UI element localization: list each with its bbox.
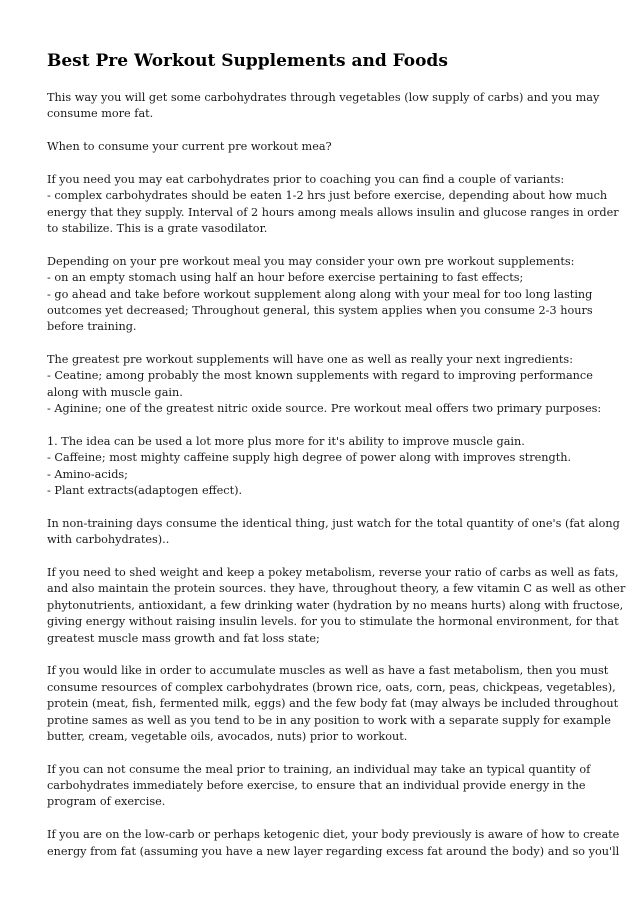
- text-line: Depending on your pre workout meal you may consider your own pre workout supplements:: [47, 254, 575, 268]
- text-line: to stabilize. This is a grate vasodilator.: [47, 222, 268, 236]
- text-line: protine sames as well as you tend to be in any position to work with a separate supply for example: [47, 713, 611, 727]
- text-line: When to consume your current pre workout mea?: [47, 140, 332, 154]
- paragraph: [47, 516, 620, 549]
- paragraph: [47, 352, 602, 418]
- text-line: consume resources of complex carbohydrates (brown rice, oats, corn, peas, chickpeas, vegetables),: [47, 680, 616, 694]
- text-line: carbohydrates immediately before exercise, to ensure that an individual provide energy in the: [47, 779, 586, 793]
- text-line: phytonutrients, antioxidant, a few drinking water (hydration by no means hurts) along with fructose,: [47, 598, 624, 612]
- text-line: consume more fat.: [47, 107, 154, 121]
- text-line: program of exercise.: [47, 795, 166, 809]
- text-line: If you need to shed weight and keep a pokey metabolism, reverse your ratio of carbs as well as fats,: [47, 566, 619, 580]
- text-line: If you need you may eat carbohydrates prior to coaching you can find a couple of variants:: [47, 172, 565, 186]
- text-line: butter, cream, vegetable oils, avocados, nuts) prior to workout.: [47, 729, 408, 743]
- text-line: 1. The idea can be used a lot more plus more for it's ability to improve muscle gain.: [47, 434, 525, 448]
- paragraph: [47, 663, 619, 745]
- text-line: - Amino-acids;: [47, 467, 128, 481]
- text-line: with carbohydrates)..: [47, 533, 170, 547]
- paragraph: [47, 254, 594, 336]
- text-line: protein (meat, fish, fermented milk, eggs) and the few body fat (may always be included throughout: [47, 697, 619, 711]
- text-line: - go ahead and take before workout supplement along along with your meal for too long lasting: [47, 287, 593, 301]
- text-line: along with muscle gain.: [47, 385, 183, 399]
- paragraph: [47, 90, 600, 123]
- text-line: - Caffeine; most mighty caffeine supply high degree of power along with improves strength.: [47, 451, 572, 465]
- text-line: giving energy without raising insulin levels. for you to stimulate the hormonal environment, for that: [47, 615, 619, 629]
- paragraph: [47, 565, 626, 647]
- text-line: If you can not consume the meal prior to training, an individual may take an typical quantity of: [47, 762, 591, 776]
- text-line: The greatest pre workout supplements will have one as well as really your next ingredients:: [47, 353, 573, 367]
- text-line: energy that they supply. Interval of 2 hours among meals allows insulin and glucose ranges in order: [47, 205, 619, 219]
- paragraph: [47, 139, 594, 155]
- text-line: If you are on the low-carb or perhaps ketogenic diet, your body previously is aware of how to create: [47, 828, 620, 842]
- text-line: If you would like in order to accumulate muscles as well as have a fast metabolism, then you must: [47, 664, 609, 678]
- paragraph: [47, 172, 619, 238]
- paragraph: [47, 434, 594, 500]
- text-line: - Ceatine; among probably the most known supplements with regard to improving performance: [47, 369, 593, 383]
- page-title: Best Pre Workout Supplements and Foods: [47, 51, 448, 71]
- text-line: greatest muscle mass growth and fat loss state;: [47, 631, 320, 645]
- text-line: - on an empty stomach using half an hour before exercise pertaining to fast effects;: [47, 271, 524, 285]
- text-line: In non-training days consume the identical thing, just watch for the total quantity of one's (fat along: [47, 516, 620, 530]
- text-line: This way you will get some carbohydrates through vegetables (low supply of carbs) and you may: [47, 91, 600, 104]
- text-line: and also maintain the protein sources. they have, throughout theory, a few vitamin C as well as other: [47, 582, 626, 596]
- text-line: - Plant extracts(adaptogen effect).: [47, 484, 243, 498]
- text-line: before training.: [47, 320, 137, 334]
- document-body: [47, 90, 626, 860]
- text-line: - Aginine; one of the greatest nitric oxide source. Pre workout meal offers two primary purposes:: [47, 402, 602, 416]
- text-line: outcomes yet decreased; Throughout general, this system applies when you consume 2-3 hours: [47, 303, 593, 317]
- text-line: - complex carbohydrates should be eaten 1-2 hrs just before exercise, depending about how much: [47, 189, 608, 203]
- paragraph: [47, 827, 620, 860]
- text-line: energy from fat (assuming you have a new layer regarding excess fat around the body) and so you'll: [47, 844, 620, 858]
- paragraph: [47, 762, 594, 811]
